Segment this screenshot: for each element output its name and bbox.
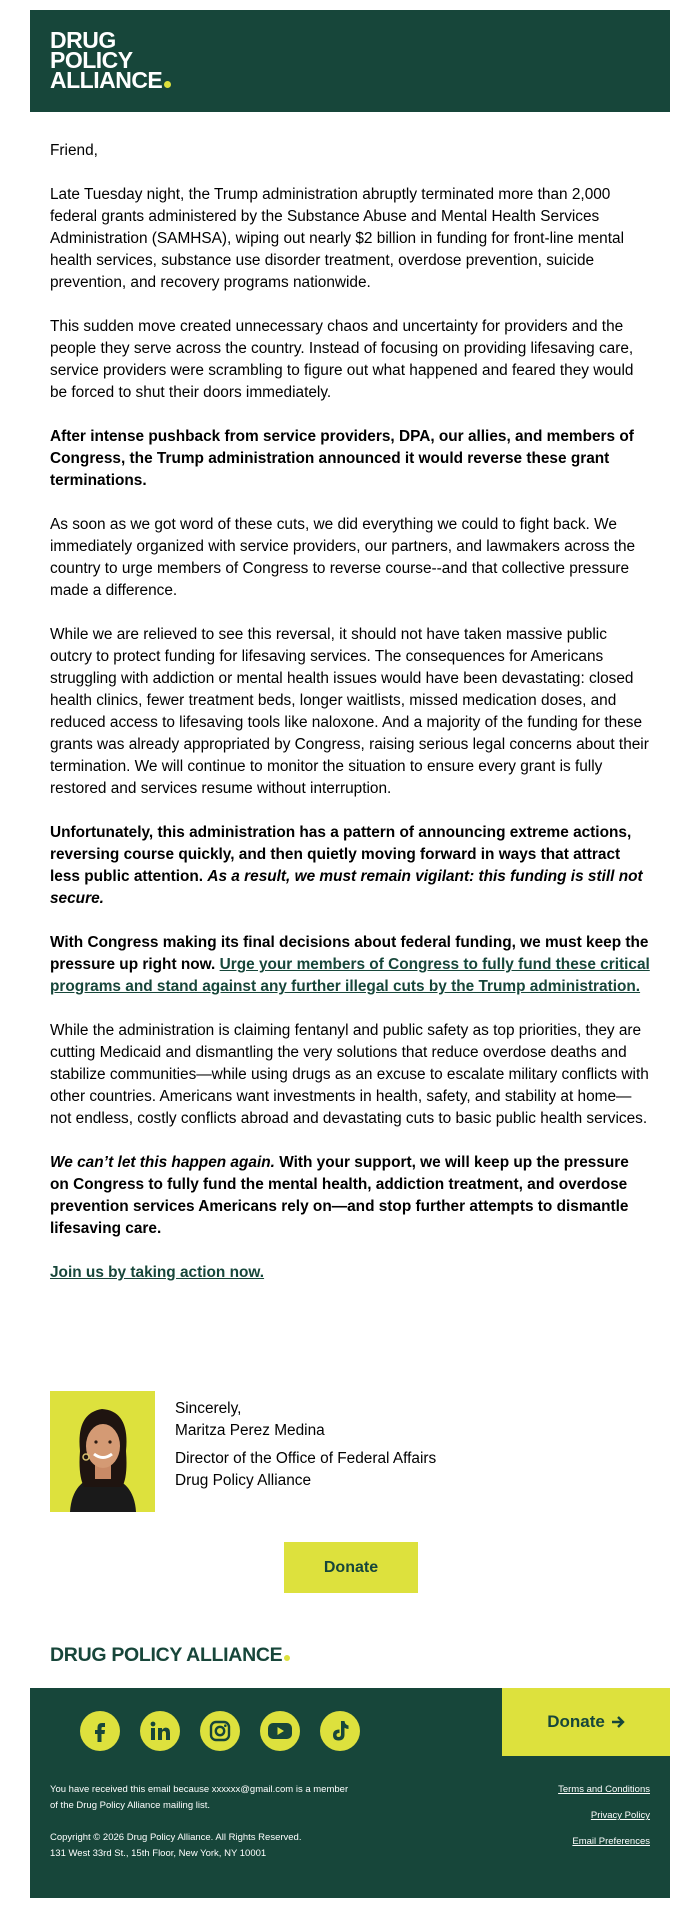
paragraph-6-italic: As a result, we must remain vigilant: this funding is still not secure. (50, 868, 643, 907)
urge-congress-link[interactable]: Urge your members of Congress to fully fund these critical programs and stand against any further illegal cuts by the Trump administration. (50, 956, 650, 995)
dpa-logo-small[interactable] (50, 1644, 290, 1667)
paragraph-9-bold: With your support, we will keep up the pressure on Congress to fully fund the mental health, addiction treatment, and overdose prevention services Americans rely on—and stop further attempts to dismantle lifesaving care. (50, 1154, 629, 1237)
logo-line-3: ALLIANCE (50, 67, 163, 93)
paragraph-7-bold: With Congress making its final decisions about federal funding, we must keep the pressure up right now. (50, 934, 649, 973)
logo-line-1: DRUG (50, 27, 116, 53)
small-logo-dot-icon (284, 1655, 290, 1661)
email-body (50, 140, 650, 1306)
take-action-link[interactable]: Join us by taking action now. (50, 1264, 265, 1281)
author-photo (50, 1391, 155, 1512)
social-links (80, 1711, 360, 1751)
signer-title: Director of the Office of Federal Affairs (175, 1450, 437, 1467)
email-preferences-link[interactable]: Email Preferences (572, 1836, 650, 1847)
instagram-icon[interactable] (200, 1711, 240, 1751)
email-header (30, 10, 670, 112)
logo-line-2: POLICY (50, 47, 133, 73)
address-text: 131 West 33rd St., 15th Floor, New York, NY 10001 (50, 1848, 267, 1859)
email-footer (30, 1688, 670, 1898)
signer-org: Drug Policy Alliance (175, 1472, 312, 1489)
small-logo-text: DRUG POLICY ALLIANCE (50, 1644, 283, 1666)
paragraph-3: After intense pushback from service providers, DPA, our allies, and members of Congress, the Trump administration announced it would reverse these grant terminations. (50, 428, 634, 489)
youtube-icon[interactable] (260, 1711, 300, 1751)
paragraph-4: As soon as we got word of these cuts, we did everything we could to fight back. We immediately organized with service providers, our partners, and lawmakers across the country to urge members of Congress to reverse course--and that collective pressure made a difference. (50, 516, 636, 599)
paragraph-5: While we are relieved to see this reversal, it should not have taken massive public outcry to protect funding for lifesaving services. The consequences for Americans struggling with addiction or mental health issues would have been devastating: closed health clinics, fewer treatment beds, longer waitlists, missed medication doses, and reduced access to lifesaving tools like naloxone. And a majority of the funding for these grants was already appropriated by Congress, raising serious legal concerns about their termination. We will continue to monitor the situation to ensure every grant is fully restored and services resume without interruption. (50, 626, 649, 797)
signature-text (175, 1398, 436, 1492)
footer-donate-label: Donate (547, 1712, 605, 1731)
paragraph-6-bold: Unfortunately, this administration has a pattern of announcing extreme actions, reversing course quickly, and then quietly moving forward in ways that attract less public attention. (50, 824, 632, 885)
paragraph-6 (50, 822, 650, 910)
dpa-logo[interactable] (50, 27, 171, 93)
terms-link[interactable]: Terms and Conditions (558, 1784, 650, 1795)
footer-copyright (50, 1830, 350, 1862)
facebook-icon[interactable] (80, 1711, 120, 1751)
greeting: Friend, (50, 142, 98, 159)
paragraph-7 (50, 932, 650, 998)
donate-button[interactable]: Donate (284, 1542, 418, 1593)
tiktok-icon[interactable] (320, 1711, 360, 1751)
paragraph-8: While the administration is claiming fentanyl and public safety as top priorities, they are cutting Medicaid and dismantling the very solutions that reduce overdose deaths and stabilize communities—while using drugs as an excuse to escalate military conflicts with other countries. Americans want investments in health, safety, and stability at home—not endless, costly conflicts abroad and devastating cuts to basic public health services. (50, 1022, 649, 1127)
paragraph-9-italic: We can’t let this happen again. (50, 1154, 275, 1171)
arrow-right-icon (611, 1715, 625, 1729)
footer-links (558, 1782, 650, 1860)
linkedin-icon[interactable] (140, 1711, 180, 1751)
copyright-text: Copyright © 2026 Drug Policy Alliance. All Rights Reserved. (50, 1832, 302, 1843)
signature-block (50, 1391, 650, 1513)
privacy-link[interactable]: Privacy Policy (590, 1810, 650, 1821)
signer-name: Maritza Perez Medina (175, 1422, 325, 1439)
paragraph-1: Late Tuesday night, the Trump administration abruptly terminated more than 2,000 federal grants administered by the Substance Abuse and Mental Health Services Administration (SAMHSA), wiping out nearly $2 billion in funding for front-line mental health services, substance use disorder treatment, overdose prevention, suicide prevention, and recovery programs nationwide. (50, 186, 625, 291)
paragraph-9 (50, 1152, 650, 1240)
footer-received-text: You have received this email because xxxxxx@gmail.com is a member of the Drug Policy Alliance mailing list. (50, 1784, 349, 1811)
paragraph-2: This sudden move created unnecessary chaos and uncertainty for providers and the people they serve across the country. Instead of focusing on providing lifesaving care, service providers were scrambling to figure out what happened and feared they would be forced to shut their doors immediately. (50, 318, 634, 401)
portrait-icon (50, 1391, 155, 1512)
logo-dot-icon (164, 81, 171, 88)
sign-off: Sincerely, (175, 1400, 242, 1417)
footer-donate-button[interactable] (502, 1688, 670, 1756)
